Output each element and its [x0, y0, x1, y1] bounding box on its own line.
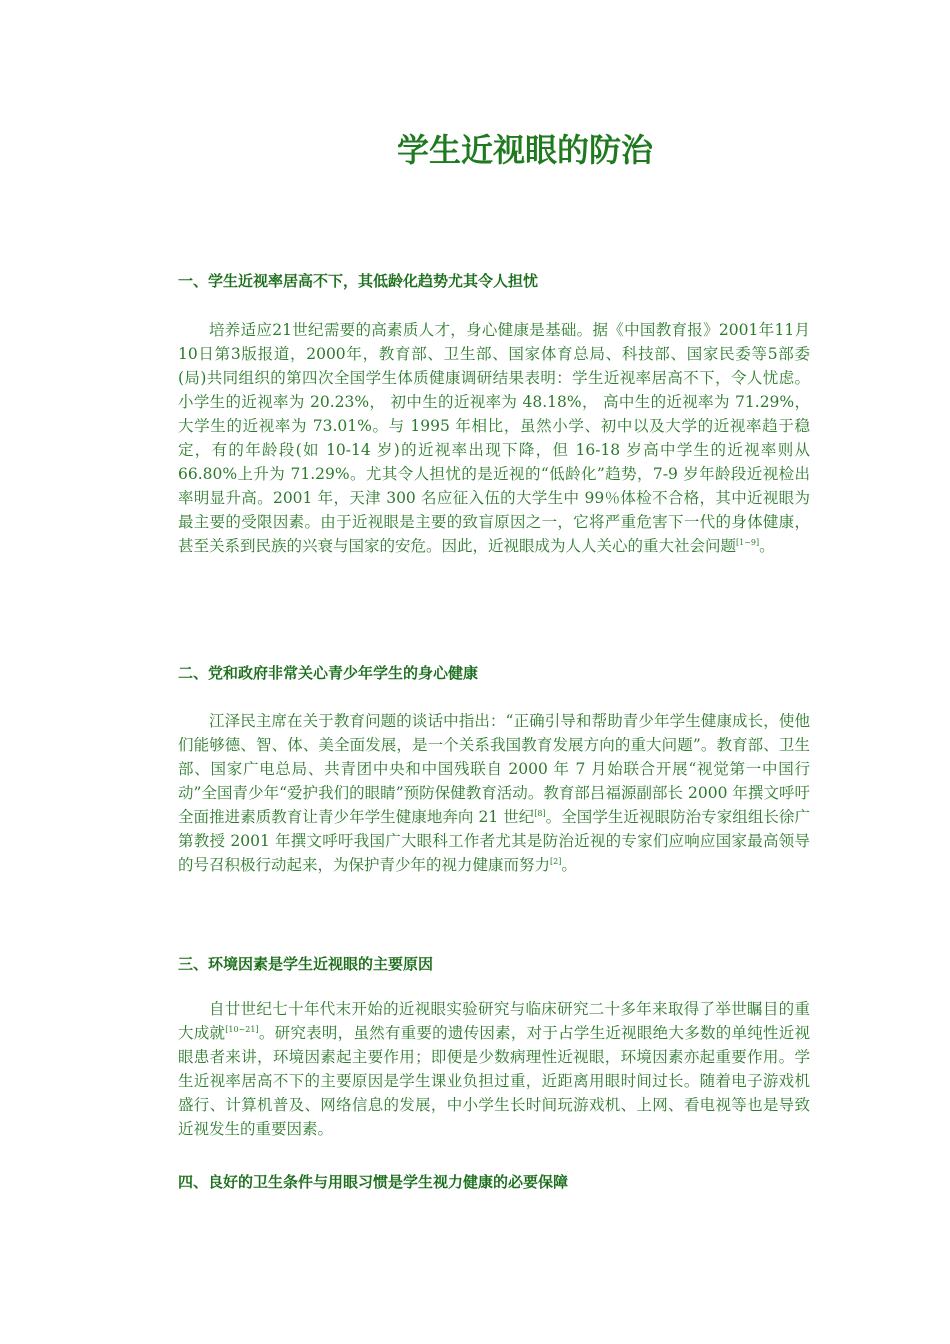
section-heading-1: 一、学生近视率居高不下，其低龄化趋势尤其令人担忧	[178, 272, 539, 290]
paragraph-text: 培养适应21世纪需要的高素质人才，身心健康是基础。据《中国教育报》2001年11月10日第3版报道，2000年，教育部、卫生部、国家体育总局、科技部、国家民委等5部委(局)共同组织的第四次全国学生体质健康调研结果表明：学生近视率居高不下，令人忧虑。 小学生的近视率为 20.23%， 初中生的近视率为 48.18%， 高中生的近视率为 71.29%，大学生的近视率为 73.01%。与 1995 年相比，虽然小学、初中以及大学的近视率趋于稳定，有的年龄段(如 10-14 岁)的近视率出现下降，但 16-18 岁高中学生的近视率则从 66.80%上升为 71.29%。尤其令人担忧的是近视的“低龄化”趋势，7-9 岁年龄段近视检出率明显升高。2001 年，天津 300 名应征入伍的大学生中 99％体检不合格，其中近视眼为最主要的受限因素。由于近视眼是主要的致盲原因之一，它将严重危害下一代的身体健康，甚至关系到民族的兴衰与国家的安危。因此，近视眼成为人人关心的重大社会问题	[178, 321, 810, 555]
paragraph-tail: 。	[759, 537, 775, 555]
paragraph-tail: 。	[561, 856, 577, 874]
citation-ref: [1~9]	[736, 538, 760, 547]
paragraph-tail: 。研究表明，虽然有重要的遗传因素，对于占学生近视眼绝大多数的单纯性近视眼患者来讲，环境因素起主要作用；即便是少数病理性近视眼，环境因素亦起重要作用。学生近视率居高不下的主要原因是学生课业负担过重，近距离用眼时间过长。随着电子游戏机盛行、计算机普及、网络信息的发展，中小学生长时间玩游戏机、上网、看电视等也是导致近视发生的重要因素。	[178, 1024, 810, 1138]
section-heading-2: 二、党和政府非常关心青少年学生的身心健康	[178, 664, 479, 682]
citation-ref: [2]	[550, 857, 562, 866]
paragraph-mid: 。全国学生近视眼防治专家组组长徐广第教授 2001 年撰文呼吁我国广大眼科工作者尤其是防治近视的专家们应响应国家最高领导的号召积极行动起来，为保护青少年的视力健康而努力	[178, 808, 810, 874]
section-paragraph-1	[178, 318, 810, 558]
section-paragraph-2	[178, 709, 810, 877]
section-heading-3: 三、环境因素是学生近视眼的主要原因	[178, 955, 434, 973]
section-paragraph-3	[178, 997, 810, 1141]
citation-ref: [8]	[534, 809, 546, 818]
paragraph-text: 自廿世纪七十年代末开始的近视眼实验研究与临床研究二十多年来取得了举世瞩目的重大成就	[178, 1000, 810, 1042]
paragraph-text: 江泽民主席在关于教育问题的谈话中指出：“正确引导和帮助青少年学生健康成长，使他们能够德、智、体、美全面发展，是一个关系我国教育发展方向的重大问题”。教育部、卫生部、国家广电总局、共青团中央和中国残联自 2000 年 7 月始联合开展“视觉第一中国行动”全国青少年“爱护我们的眼睛”预防保健教育活动。教育部吕福源副部长 2000 年撰文呼吁全面推进素质教育让青少年学生健康地奔向 21 世纪	[178, 712, 810, 826]
citation-ref: [10~21]	[225, 1025, 259, 1034]
document-title: 学生近视眼的防治	[396, 131, 653, 169]
section-heading-4: 四、良好的卫生条件与用眼习惯是学生视力健康的必要保障	[178, 1173, 569, 1191]
